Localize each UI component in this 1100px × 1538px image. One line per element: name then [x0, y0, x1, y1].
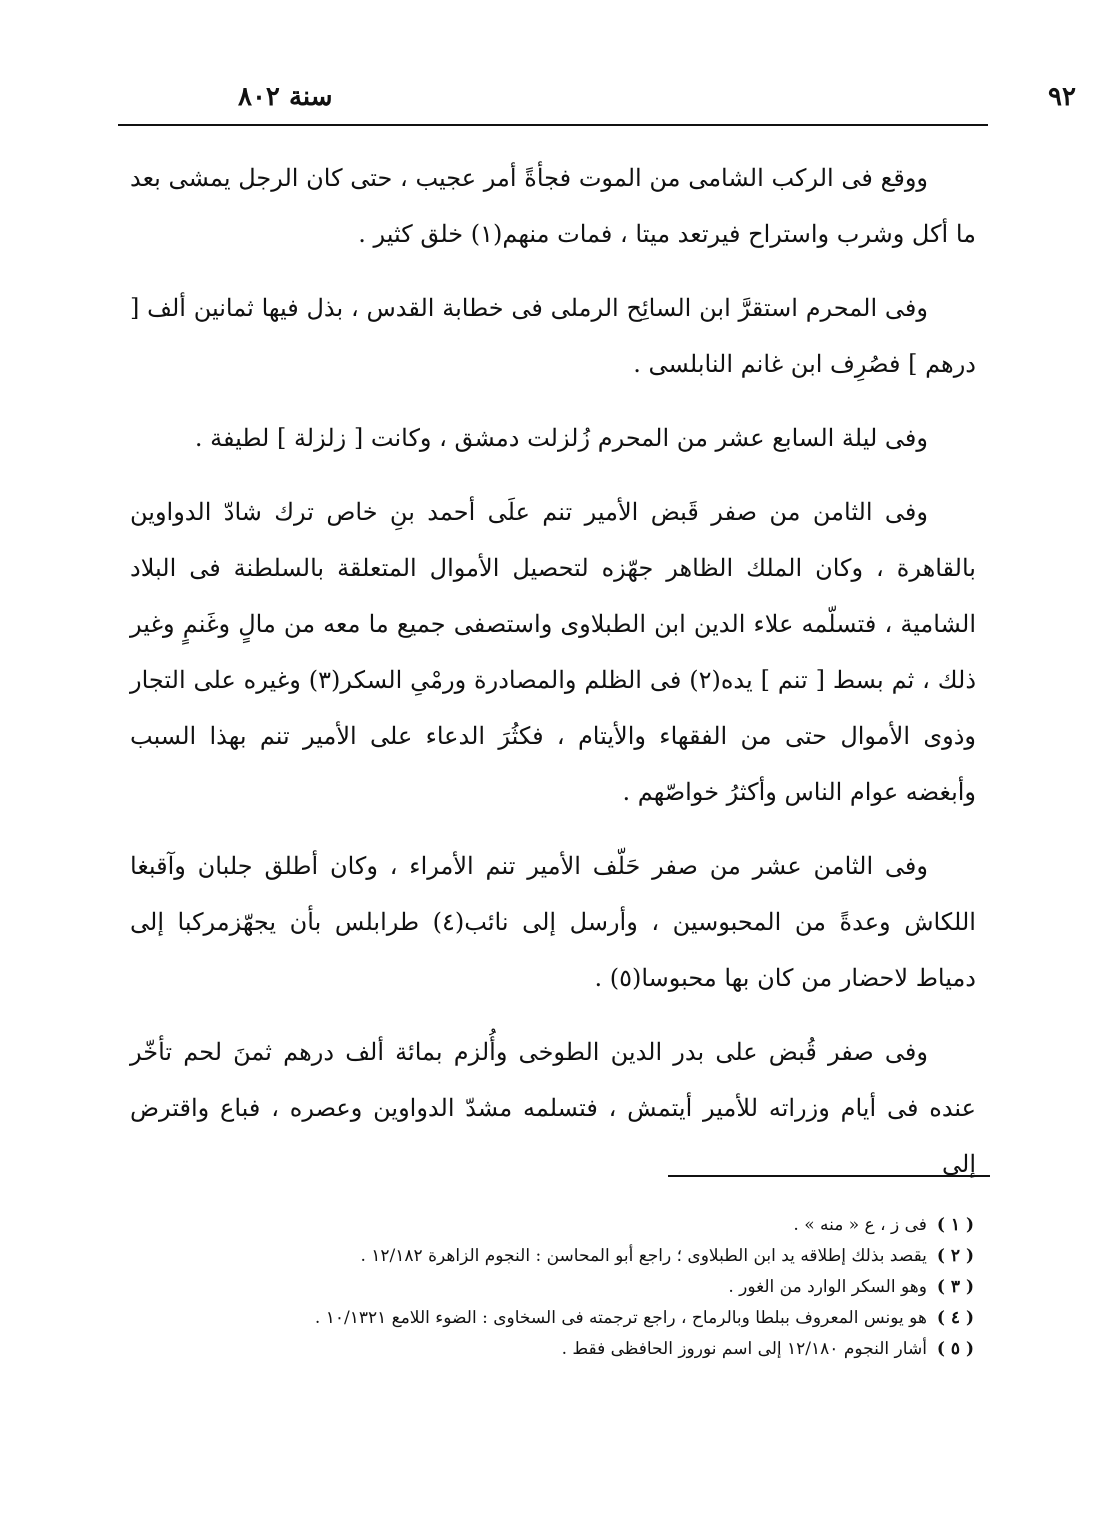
footnote-text: يقصد بذلك إطلاقه يد ابن الطبلاوى ؛ راجع أبو المحاسن : النجوم الزاهرة ١٢/١٨٢ . [360, 1246, 927, 1266]
footnote-1 [230, 1210, 974, 1241]
footnote-divider [668, 1175, 990, 1177]
footnotes [230, 1210, 974, 1365]
footnote-text: أشار النجوم ١٢/١٨٠ إلى اسم نوروز الحافظى فقط . [561, 1339, 927, 1359]
paragraph-6: وفى صفر قُبض على بدر الدين الطوخى وأُلزم بمائة ألف درهم ثمنَ لحم تأخّر عنده فى أيام وزراته للأمير أيتمش ، فتسلمه مشدّ الدواوين وعصره ، فباع واقترض إلى [130, 1038, 976, 1178]
paragraph-3: وفى ليلة السابع عشر من المحرم زُلزلت دمشق ، وكانت [ زلزلة ] لطيفة . [194, 424, 928, 452]
page-header [118, 78, 1076, 126]
paragraph-2: وفى المحرم استقرَّ ابن السائِح الرملى فى خطابة القدس ، بذل فيها ثمانين ألف [ درهم ] فصُرِف ابن غانم النابلسى . [130, 294, 976, 378]
footnote-number: ( ٢ ) [936, 1246, 974, 1266]
footnote-text: فى ز ، ع « منه » . [793, 1215, 927, 1235]
running-head: سنة ٨٠٢ [238, 82, 333, 112]
paragraph-4: وفى الثامن من صفر قَبض الأمير تنم علَى أحمد بنِ خاص ترك شادّ الدواوين بالقاهرة ، وكان الملك الظاهر جهّزه لتحصيل الأموال المتعلقة بالسلطنة فى البلاد الشامية ، فتسلّمه علاء الدين ابن الطبلاوى واستصفى جميع ما معه من مالٍ وغَنمٍ وغير ذلك ، ثم بسط [ تنم ] يده(٢) فى الظلم والمصادرة ورمْىِ السكر(٣) وغيره على التجار وذوى الأموال حتى من الفقهاء والأيتام ، فكثُرَ الدعاء على الأمير تنم بهذا السبب وأبغضه عوام الناس وأكثرُ خواصّهم . [130, 498, 977, 806]
footnote-text: هو يونس المعروف ببلطا وبالرماح ، راجع ترجمته فى السخاوى : الضوء اللامع ١٠/١٣٢١ . [314, 1308, 927, 1328]
main-text [130, 150, 976, 1206]
footnote-number: ( ٥ ) [936, 1339, 974, 1359]
paragraph-1: ووقع فى الركب الشامى من الموت فجأةً أمر عجيب ، حتى كان الرجل يمشى بعد ما أكل وشرب واستراح فيرتعد ميتا ، فمات منهم(١) خلق كثير . [130, 164, 976, 248]
page-number: ٩٢ [1048, 82, 1076, 112]
footnote-text: وهو السكر الوارد من الغور . [728, 1277, 927, 1297]
paragraph-5: وفى الثامن عشر من صفر حَلّف الأمير تنم الأمراء ، وكان أطلق جلبان وآقبغا اللكاش وعدةً من المحبوسين ، وأرسل إلى نائب(٤) طرابلس بأن يجهّزمركبا إلى دمياط لاحضار من كان بها محبوسا(٥) . [130, 852, 976, 992]
footnote-number: ( ٣ ) [936, 1277, 974, 1297]
footnote-number: ( ٤ ) [936, 1308, 974, 1328]
footnote-2 [230, 1241, 974, 1272]
footnote-number: ( ١ ) [936, 1215, 974, 1235]
footnote-3 [230, 1272, 974, 1303]
footnote-5 [230, 1334, 974, 1365]
footnote-4 [230, 1303, 974, 1334]
